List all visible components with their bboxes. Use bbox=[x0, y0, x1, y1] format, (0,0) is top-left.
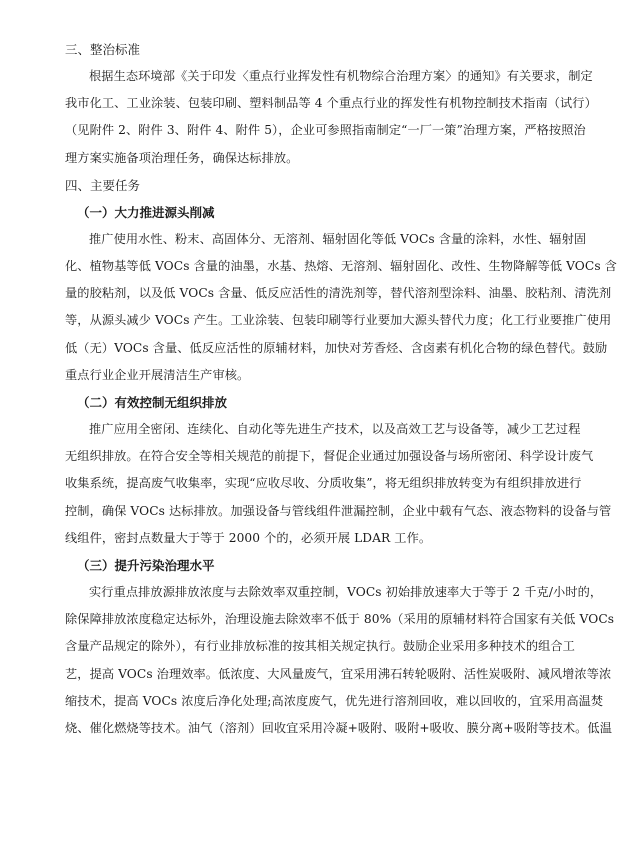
text-line: 量的胶粘剂，以及低 VOCs 含量、低反应活性的清洗剂等，替代溶剂型涂料、油墨、胶粘剂、清洗剂 bbox=[65, 286, 612, 301]
text-line: 含量产品规定的除外），有行业排放标准的按其相关规定执行。鼓励企业采用多种技术的组合工 bbox=[65, 639, 575, 654]
subheading-treatment-level: （三）提升污染治理水平 bbox=[77, 558, 215, 574]
text-line: 根据生态环境部《关于印发〈重点行业挥发性有机物综合治理方案〉的通知》有关要求，制定 bbox=[89, 69, 593, 83]
text-line: 我市化工、工业涂装、包装印刷、塑料制品等 4 个重点行业的挥发性有机物控制技术指南（试行） bbox=[65, 96, 597, 111]
paragraph-treatment-level bbox=[65, 579, 615, 742]
text-line: 等，从源头减少 VOCs 产生。工业涂装、包装印刷等行业要加大源头替代力度；化工行业要推广使用 bbox=[65, 313, 612, 328]
text-line: 控制，确保 VOCs 达标排放。加强设备与管线组件泄漏控制，企业中载有气态、液态物料的设备与管 bbox=[65, 503, 612, 518]
text-line: 线组件，密封点数量大于等于 2000 个的，必须开展 LDAR 工作。 bbox=[65, 530, 432, 545]
paragraph-source-reduction bbox=[65, 226, 617, 389]
text-line: 艺，提高 VOCs 治理效率。低浓度、大风量废气，宜采用沸石转轮吸附、活性炭吸附、减风增浓等浓 bbox=[65, 666, 612, 681]
subheading-source-reduction: （一）大力推进源头削减 bbox=[77, 204, 215, 220]
text-line: 化、植物基等低 VOCs 含量的油墨，水基、热熔、无溶剂、辐射固化、改性、生物降解等低 VOCs 含 bbox=[65, 259, 617, 274]
text-line: 收集系统，提高废气收集率，实现“应收尽收、分质收集”，将无组织排放转变为有组织排放进行 bbox=[65, 476, 582, 491]
text-line: 缩技术，提高 VOCs 浓度后净化处理;高浓度废气，优先进行溶剂回收，难以回收的，宜采用高温焚 bbox=[65, 693, 604, 708]
text-line: 推广应用全密闭、连续化、自动化等先进生产技术，以及高效工艺与设备等，减少工艺过程 bbox=[89, 422, 581, 437]
text-line: 除保障排放浓度稳定达标外，治理设施去除效率不低于 80%（采用的原辅材料符合国家有关低 VOCs bbox=[65, 612, 615, 627]
paragraph-fugitive-emission bbox=[65, 416, 612, 552]
document-content bbox=[65, 36, 617, 742]
text-line: 理方案实施备项治理任务，确保达标排放。 bbox=[65, 150, 299, 165]
paragraph-standards bbox=[65, 63, 597, 172]
text-line: 重点行业企业开展清洁生产审核。 bbox=[65, 367, 250, 382]
section-heading-main-tasks: 四、主要任务 bbox=[65, 177, 141, 193]
text-line: 低（无）VOCs 含量、低反应活性的原辅材料，加快对芳香烃、含卤素有机化合物的绿色替代。鼓励 bbox=[65, 340, 608, 355]
text-line: （见附件 2、附件 3、附件 4、附件 5），企业可参照指南制定“一厂一策”治理方案，严格按照治 bbox=[65, 123, 586, 138]
text-line: 烧、催化燃烧等技术。油气（溶剂）回收宜采用冷凝+吸附、吸附+吸收、膜分离+吸附等技术。低温 bbox=[65, 721, 613, 736]
text-line: 推广使用水性、粉末、高固体分、无溶剂、辐射固化等低 VOCs 含量的涂料，水性、辐射固 bbox=[89, 231, 587, 246]
text-line: 无组织排放。在符合安全等相关规范的前提下，督促企业通过加强设备与场所密闭、科学设计废气 bbox=[65, 449, 594, 464]
subheading-fugitive-emission: （二）有效控制无组织排放 bbox=[77, 395, 228, 411]
text-line: 实行重点排放源排放浓度与去除效率双重控制，VOCs 初始排放速率大于等于 2 千克/小时的， bbox=[89, 585, 603, 600]
section-heading-standards: 三、整治标准 bbox=[65, 42, 141, 57]
